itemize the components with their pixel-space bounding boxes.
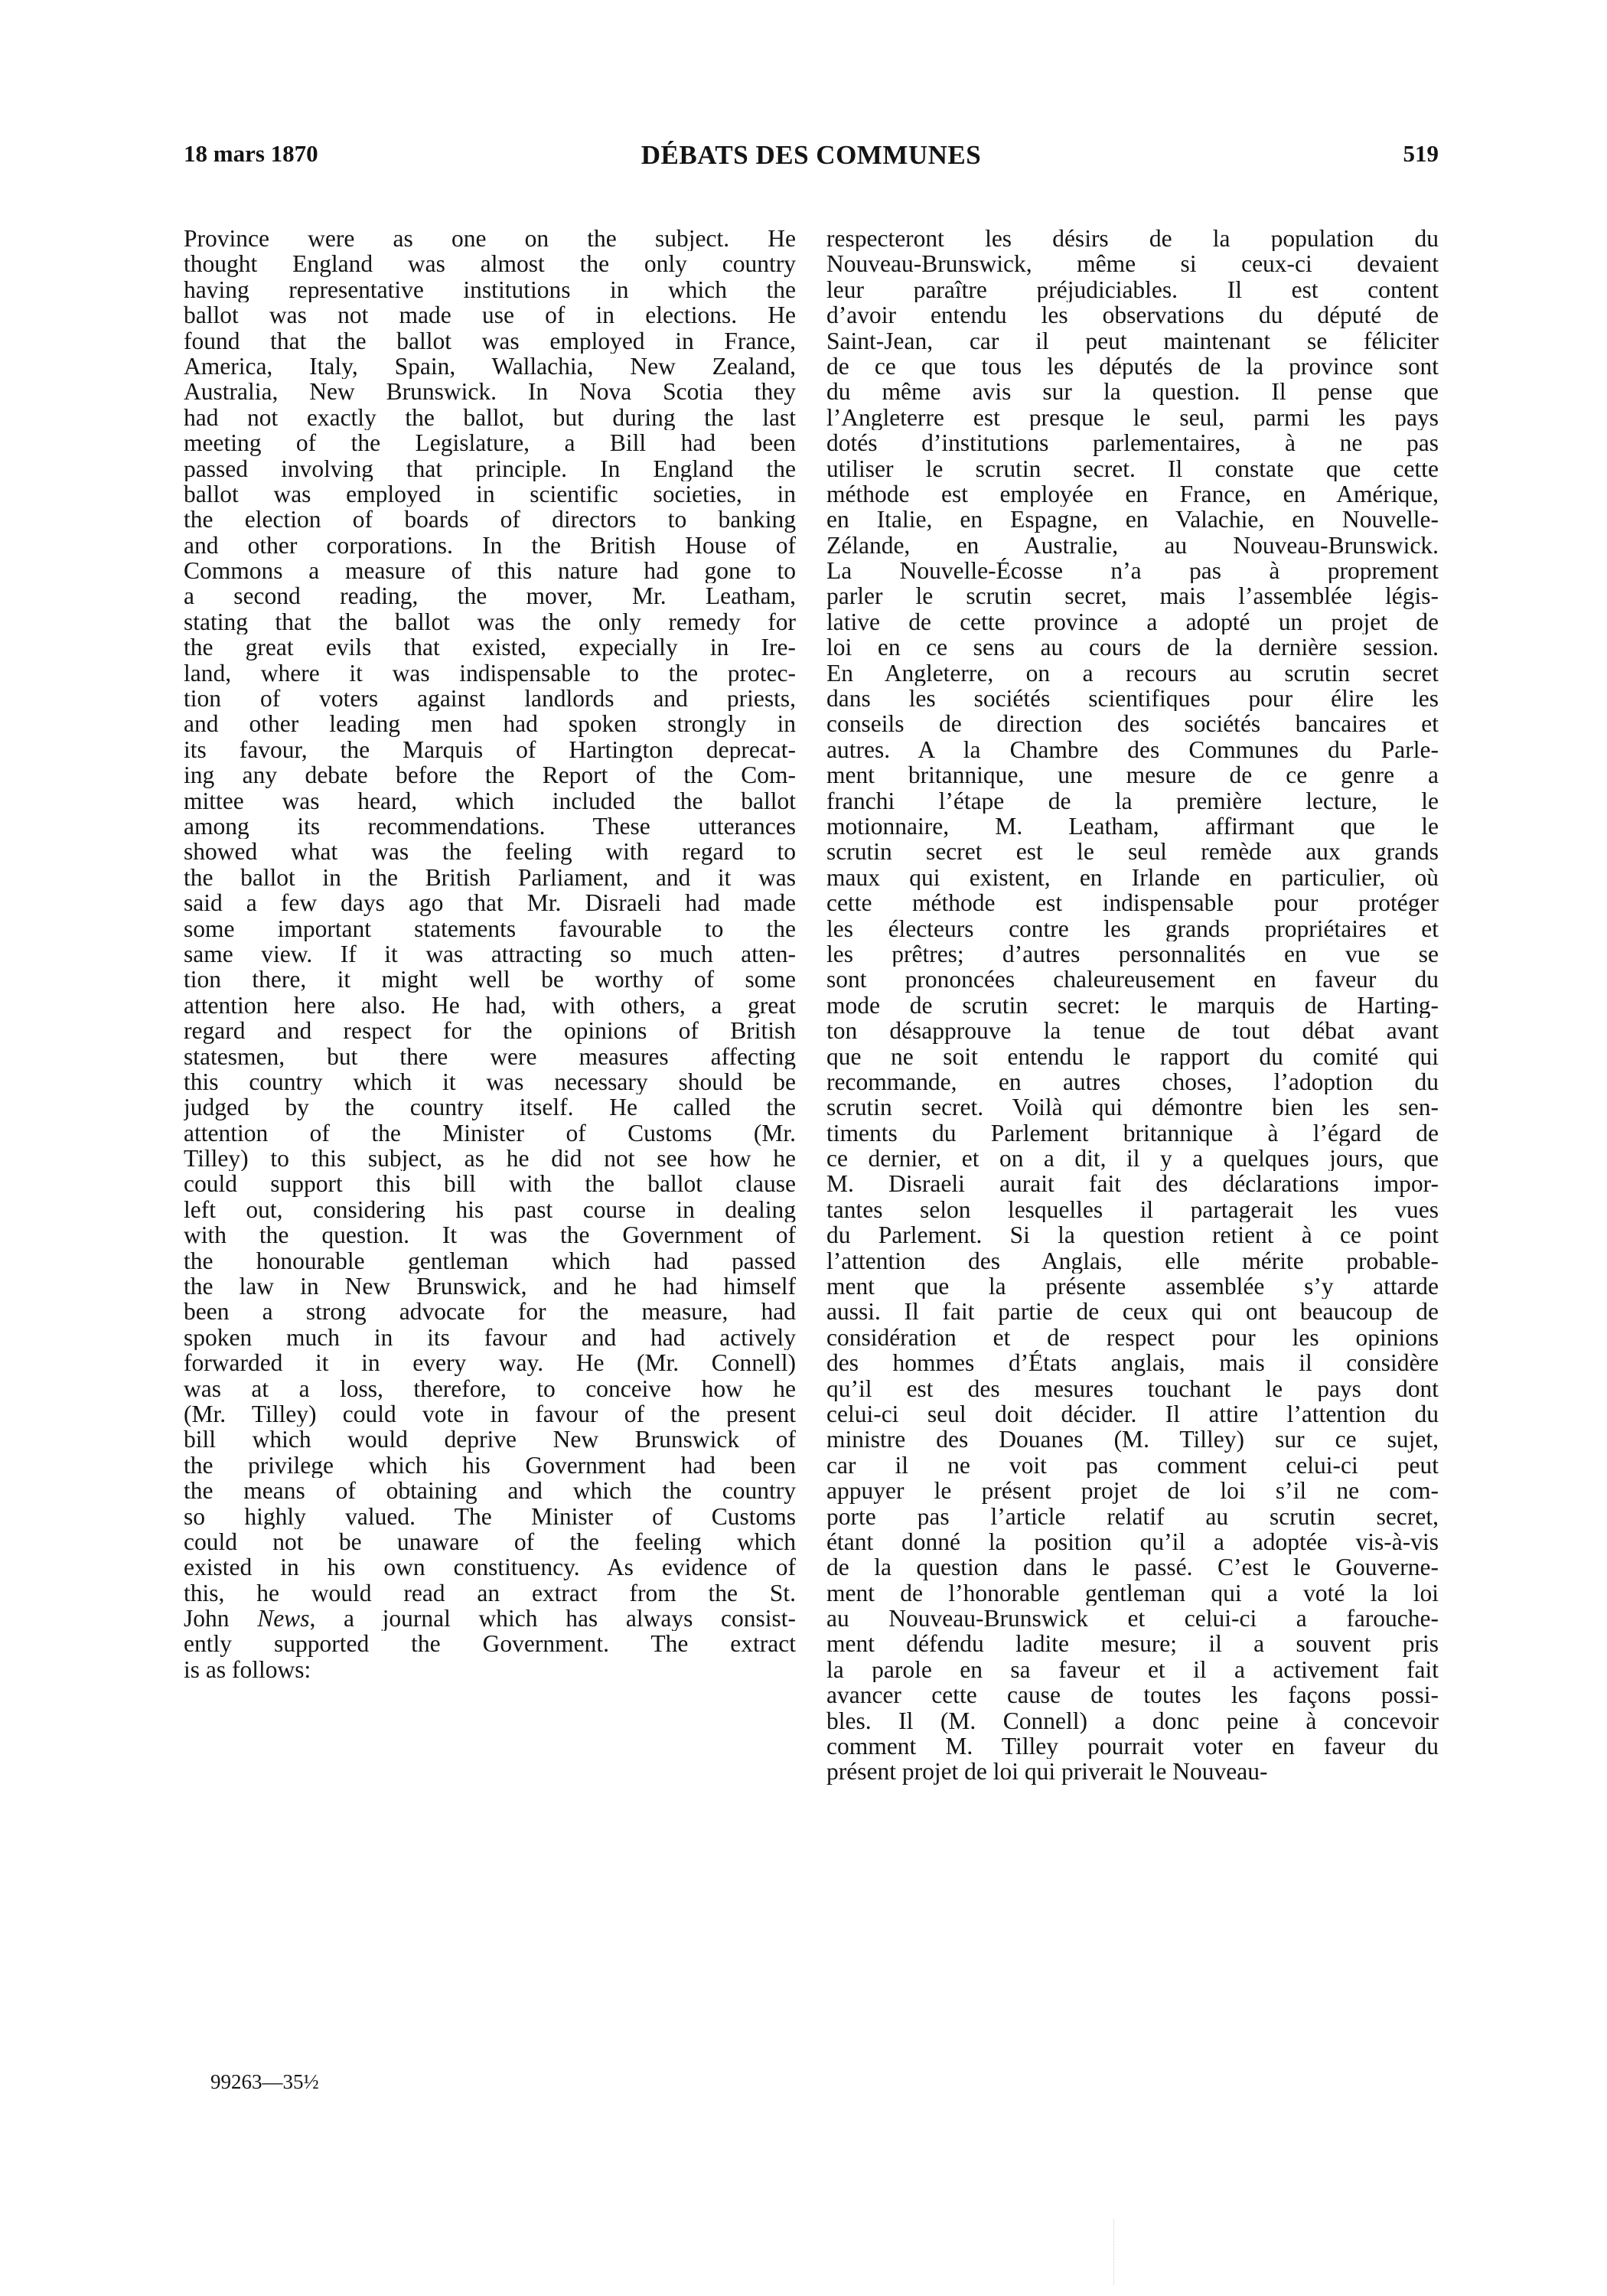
text-line: attention here also. He had, with others, a great [184,992,796,1019]
text-line: conseils de direction des sociétés bancaires et [826,711,1439,737]
text-line: méthode est employée en France, en Amérique, [826,481,1439,507]
text-line: the means of obtaining and which the country [184,1478,796,1504]
text-line: and other leading men had spoken strongly in [184,711,796,737]
text-line: maux qui existent, en Irlande en particulier, où [826,864,1439,891]
text-line: so highly valued. The Minister of Customs [184,1503,796,1529]
text-line: thought England was almost the only country [184,251,796,277]
text-line: tantes selon lesquelles il partagerait les vues [826,1196,1439,1223]
text-line: a second reading, the mover, Mr. Leatham, [184,583,796,609]
text-line: de ce que tous les députés de la province sont [826,353,1439,380]
text-line: motionnaire, M. Leatham, affirmant que le [826,813,1439,840]
text-line: la parole en sa faveur et il a activement fait [826,1656,1439,1683]
text-line: présent projet de loi qui priverait le Nouveau- [826,1759,1268,1785]
text-line: the privilege which his Government had been [184,1452,796,1479]
text-line: Province were as one on the subject. He [184,226,796,252]
text-line: ment que la présente assemblée s’y attarde [826,1274,1439,1300]
text-line: its favour, the Marquis of Hartington deprecat- [184,736,796,763]
text-line: among its recommendations. These utterances [184,813,796,840]
text-line: ment défendu ladite mesure; il a souvent pris [826,1631,1439,1657]
text-line: bles. Il (M. Connell) a donc peine à concevoir [826,1707,1439,1734]
text-line: ministre des Douanes (M. Tilley) sur ce sujet, [826,1427,1439,1453]
text-line: scrutin secret est le seul remède aux grands [826,839,1439,865]
scan-artifact [1113,2219,1116,2285]
text-line: du Parlement. Si la question retient à ce point [826,1222,1439,1248]
text-line: with the question. It was the Government of [184,1222,796,1248]
text-line: is as follows: [184,1656,311,1683]
text-line: l’attention des Anglais, elle mérite probable- [826,1247,1439,1274]
text-line: John News, a journal which has always consist- [184,1606,796,1632]
text-line: same view. If it was attracting so much atten- [184,941,796,967]
text-line: ment de l’honorable gentleman qui a voté la loi [826,1580,1439,1606]
text-line: recommande, en autres choses, l’adoption du [826,1068,1439,1095]
text-line: forwarded it in every way. He (Mr. Connell) [184,1350,796,1376]
text-line: statesmen, but there were measures affecting [184,1043,796,1069]
text-line: America, Italy, Spain, Wallachia, New Zealand, [184,353,796,380]
text-line: been a strong advocate for the measure, had [184,1299,796,1325]
page-number: 519 [1403,140,1439,167]
text-line: the law in New Brunswick, and he had himself [184,1274,796,1300]
text-line: En Angleterre, on a recours au scrutin secret [826,660,1439,687]
text-line: des hommes d’États anglais, mais il considère [826,1350,1439,1376]
english-text-column [184,226,796,1682]
text-line: the honourable gentleman which had passed [184,1247,796,1274]
text-line: stating that the ballot was the only remedy for [184,608,796,635]
text-line: timents du Parlement britannique à l’égard de [826,1120,1439,1146]
text-line: dotés d’institutions parlementaires, à ne pas [826,430,1439,456]
text-line: loi en ce sens au cours de la dernière session. [826,634,1439,660]
text-line: les électeurs contre les grands propriétaires et [826,915,1439,941]
text-line: Nouveau-Brunswick, même si ceux-ci devaient [826,251,1439,277]
text-line: the great evils that existed, expecially in Ire- [184,634,796,660]
text-line: Australia, New Brunswick. In Nova Scotia they [184,379,796,405]
text-line: que ne soit entendu le rapport du comité qui [826,1043,1439,1069]
text-line: left out, considering his past course in dealing [184,1196,796,1223]
french-text-column [826,226,1439,1785]
text-line: Zélande, en Australie, au Nouveau-Brunswick. [826,532,1439,559]
text-line: de la question dans le passé. C’est le Gouverne- [826,1554,1439,1580]
text-line: spoken much in its favour and had actively [184,1324,796,1351]
text-line: porte pas l’article relatif au scrutin secret, [826,1503,1439,1529]
text-line: tion of voters against landlords and priests, [184,686,796,712]
text-line: this country which it was necessary should be [184,1068,796,1095]
text-line: ton désapprouve la tenue de tout débat avant [826,1018,1439,1044]
text-line: having representative institutions in which the [184,276,796,303]
text-line: ing any debate before the Report of the Com- [184,762,796,788]
text-line: M. Disraeli aurait fait des déclarations impor- [826,1171,1439,1197]
text-line: Commons a measure of this nature had gone to [184,558,796,584]
text-line: au Nouveau-Brunswick et celui-ci a farouche- [826,1606,1439,1632]
text-line: existed in his own constituency. As evidence of [184,1554,796,1580]
text-line: celui-ci seul doit décider. Il attire l’attention du [826,1401,1439,1427]
text-line: les prêtres; d’autres personnalités en vue se [826,941,1439,967]
text-line: dans les sociétés scientifiques pour élire les [826,686,1439,712]
header-date: 18 mars 1870 [184,140,318,167]
text-line: regard and respect for the opinions of British [184,1018,796,1044]
text-line: en Italie, en Espagne, en Valachie, en Nouvelle- [826,507,1439,533]
text-line: considération et de respect pour les opinions [826,1324,1439,1351]
text-line: franchi l’étape de la première lecture, le [826,788,1439,814]
text-line: said a few days ago that Mr. Disraeli had made [184,890,796,916]
text-line: bill which would deprive New Brunswick of [184,1427,796,1453]
text-line: Saint-Jean, car il peut maintenant se féliciter [826,328,1439,354]
text-line: l’Angleterre est presque le seul, parmi les pays [826,404,1439,431]
text-line: found that the ballot was employed in France, [184,328,796,354]
text-line: appuyer le présent projet de loi s’il ne com- [826,1478,1439,1504]
text-line: this, he would read an extract from the St. [184,1580,796,1606]
text-line: the election of boards of directors to banking [184,507,796,533]
text-line: parler le scrutin secret, mais l’assemblée légis- [826,583,1439,609]
text-line: du même avis sur la question. Il pense que [826,379,1439,405]
text-line: tion there, it might well be worthy of some [184,967,796,993]
journal-title: News [257,1606,310,1632]
text-line: ce dernier, et on a dit, il y a quelques jours, que [826,1146,1439,1172]
text-line: d’avoir entendu les observations du député de [826,302,1439,328]
text-line: ently supported the Government. The extract [184,1631,796,1657]
text-line: land, where it was indispensable to the protec- [184,660,796,687]
text-line: étant donné la position qu’il a adoptée vis-à-vis [826,1528,1439,1555]
text-line: aussi. Il fait partie de ceux qui ont beaucoup de [826,1299,1439,1325]
text-line: scrutin secret. Voilà qui démontre bien les sen- [826,1094,1439,1120]
text-line: some important statements favourable to the [184,915,796,941]
text-line: and other corporations. In the British House of [184,532,796,559]
text-line: was at a loss, therefore, to conceive how he [184,1375,796,1401]
text-line: passed involving that principle. In England the [184,455,796,481]
text-line: respecteront les désirs de la population du [826,226,1439,252]
text-line: qu’il est des mesures touchant le pays dont [826,1375,1439,1401]
text-line: autres. A la Chambre des Communes du Parle- [826,736,1439,763]
text-line: meeting of the Legislature, a Bill had been [184,430,796,456]
text-line: avancer cette cause de toutes les façons possi- [826,1682,1439,1708]
print-code: 99263—35½ [210,2070,319,2093]
text-line: had not exactly the ballot, but during the last [184,404,796,431]
text-line: mode de scrutin secret: le marquis de Harting- [826,992,1439,1019]
text-line: ballot was employed in scientific societies, in [184,481,796,507]
text-line: ballot was not made use of in elections. He [184,302,796,328]
text-line: car il ne voit pas comment celui-ci peut [826,1452,1439,1479]
text-line: attention of the Minister of Customs (Mr. [184,1120,796,1146]
text-line: sont prononcées chaleureusement en faveur du [826,967,1439,993]
text-line: Tilley) to this subject, as he did not see how he [184,1146,796,1172]
text-line: cette méthode est indispensable pour protéger [826,890,1439,916]
text-line: showed what was the feeling with regard to [184,839,796,865]
text-line: ment britannique, une mesure de ce genre a [826,762,1439,788]
text-line: comment M. Tilley pourrait voter en faveur du [826,1733,1439,1760]
text-line: could support this bill with the ballot clause [184,1171,796,1197]
header-title: DÉBATS DES COMMUNES [641,140,982,170]
text-line: utiliser le scrutin secret. Il constate que cette [826,455,1439,481]
page-header [184,140,1439,178]
text-line: leur paraître préjudiciables. Il est content [826,276,1439,303]
text-line: La Nouvelle-Écosse n’a pas à proprement [826,558,1439,584]
text-line: mittee was heard, which included the ballot [184,788,796,814]
text-line: the ballot in the British Parliament, and it was [184,864,796,891]
text-line: judged by the country itself. He called the [184,1094,796,1120]
text-line: could not be unaware of the feeling which [184,1528,796,1555]
text-line: (Mr. Tilley) could vote in favour of the present [184,1401,796,1427]
text-line: lative de cette province a adopté un projet de [826,608,1439,635]
